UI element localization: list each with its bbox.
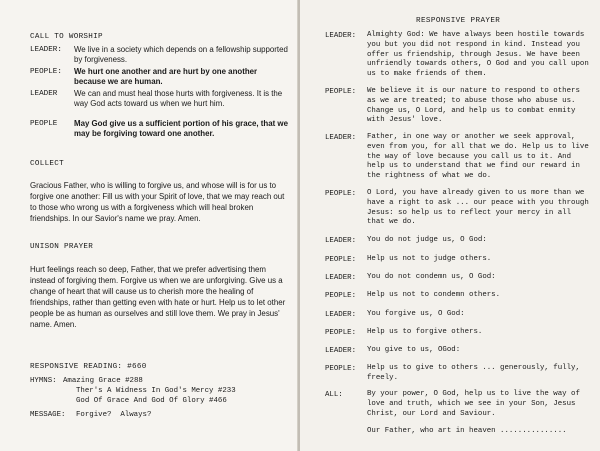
prayer-line [325, 427, 593, 437]
hymn-item: Ther's A Widness In God's Mercy #233 [76, 387, 236, 395]
speaker-label: LEADER: [325, 32, 357, 40]
call-to-worship-heading: CALL TO WORSHIP [30, 33, 103, 41]
line-text: Help us not to judge others. [367, 255, 492, 263]
prayer-line [325, 189, 593, 228]
speaker-label: PEOPLE: [30, 68, 62, 76]
line-text: By your power, O God, help us to live the way of love and truth, which we see in your Son, Jesus Christ, our Lord and Saviour. [367, 390, 580, 418]
line-text: You give to us, OGod: [367, 346, 461, 354]
collect-heading: COLLECT [30, 160, 64, 168]
speaker-label: PEOPLE: [325, 88, 357, 96]
prayer-line [325, 390, 593, 419]
speaker-label: PEOPLE: [325, 292, 357, 300]
line-text: O Lord, you have already given to us more than we have a right to ask ... our peace with you through Jesus: so help us to reflect your mercy in all that we do. [367, 189, 589, 227]
line-text: We hurt one another and are hurt by one another because we are human. [74, 67, 258, 86]
left-page [0, 0, 298, 451]
line-text: We can and must heal those hurts with forgiveness. It is the way God acts toward us when we hurt him. [74, 89, 283, 108]
speaker-label: LEADER: [325, 274, 357, 282]
hymn-item: Amazing Grace #288 [63, 377, 143, 385]
responsive-reading: RESPONSIVE READING: #660 [30, 363, 147, 371]
call-line [30, 89, 290, 109]
speaker-label: PEOPLE: [325, 329, 357, 337]
speaker-label: LEADER: [325, 134, 357, 142]
prayer-line [325, 31, 593, 80]
prayer-line [325, 87, 593, 126]
line-text: Help us to forgive others. [367, 328, 483, 336]
speaker-label: PEOPLE: [325, 190, 357, 198]
prayer-line [325, 328, 593, 338]
responsive-prayer-title: RESPONSIVE PRAYER [416, 17, 501, 25]
prayer-line [325, 291, 593, 301]
speaker-label: PEOPLE: [325, 256, 357, 264]
message-label: MESSAGE: [30, 411, 66, 419]
call-line [30, 45, 290, 65]
speaker-label: LEADER: [325, 347, 357, 355]
line-text: You do not judge us, O God: [367, 236, 487, 244]
line-text: Help us to give to others ... generously, fully, freely. [367, 364, 580, 382]
speaker-label: PEOPLE: [325, 365, 357, 373]
speaker-label: PEOPLE [30, 120, 58, 128]
line-text: We believe it is our nature to respond to others as we are treated; to abuse those who abuse us. Change us, O Lord, and help us to combat enmity with Jesus' love. [367, 87, 580, 125]
prayer-line [325, 364, 593, 384]
line-text: We live in a society which depends on a fellowship supported by forgiveness. [74, 45, 288, 64]
line-text: Help us not to condemn others. [367, 291, 501, 299]
unison-prayer-heading: UNISON PRAYER [30, 243, 94, 251]
line-text: May God give us a sufficient portion of his grace, that we may be forgiving toward one another. [74, 119, 288, 138]
line-text: Our Father, who art in heaven ............... [367, 427, 567, 435]
prayer-line [325, 255, 593, 265]
call-line [30, 119, 290, 139]
collect-text: Gracious Father, who is willing to forgive us, and whose will is for us to forgive one another: Fill us with your Spirit of love, that we may reach out to those who wrong us with a forgiveness which will heal broken friendships. In our Savior's name we pray. Amen. [30, 181, 285, 223]
prayer-line [325, 310, 593, 320]
line-text: Father, in one way or another we seek approval, even from you, for all that we do. Help us to live the way of love because you call us to it. And help us to understand that we find our reward in the rightness of what we do. [367, 133, 589, 181]
line-text: You do not condemn us, O God: [367, 273, 496, 281]
speaker-label: ALL: [325, 391, 343, 399]
line-text: Almighty God: We have always been hostile towards you but you did not respond in kind. Instead you offer us friendship, through Jesus. We have been unfriendly towards others, O God and you call upon us to make friends of them. [367, 31, 589, 79]
right-page [300, 0, 600, 451]
hymns-label: HYMNS: [30, 377, 57, 385]
message-text: Forgive? Always? [76, 411, 152, 419]
speaker-label: LEADER: [325, 237, 357, 245]
speaker-label: LEADER [30, 90, 58, 98]
unison-prayer-text: Hurt feelings reach so deep, Father, that we prefer advertising them instead of forgiving them. Forgive us when we are unforgiving. Give us a change of heart that will cause us to cherish more the healing of friendships, rather than getting even with hate or hurt. Help us to let other people be as human as ourselves and still love them. We pray in Jesus' name. Amen. [30, 265, 286, 329]
prayer-line [325, 273, 593, 283]
speaker-label: LEADER: [30, 46, 62, 54]
call-line [30, 67, 290, 87]
hymn-item: God Of Grace And God Of Glory #466 [76, 397, 227, 405]
speaker-label: LEADER: [325, 311, 357, 319]
prayer-line [325, 236, 593, 246]
line-text: You forgive us, O God: [367, 310, 465, 318]
prayer-line [325, 346, 593, 356]
prayer-line [325, 133, 593, 182]
